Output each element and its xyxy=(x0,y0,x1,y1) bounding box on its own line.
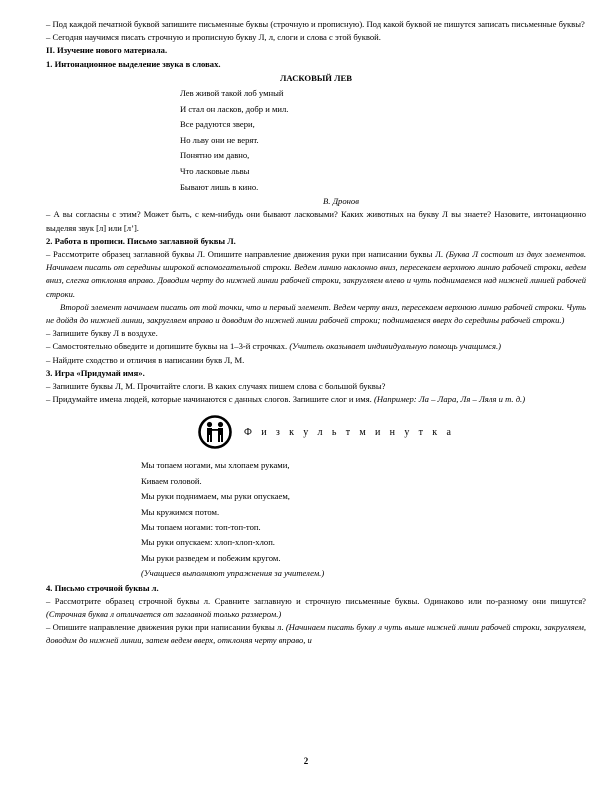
paragraph: Второй элемент начинаем писать от той точки, что и первый элемент. Ведем черту вниз, пересекаем верхнюю линию рабочей строки. Чуть не дойдя до нижней линии, закругляем вправо и доводим до нижней линии рабочей строки; поднимаемся вверх до середины рабочей строки.) xyxy=(46,301,586,325)
paragraph: – Сегодня научимся писать строчную и прописную букву Л, л, слоги и слова с этой буквой. xyxy=(46,32,381,43)
poem-line: Лев живой такой лоб умный xyxy=(180,88,284,99)
text-run: – Рассмотрите образец строчной буквы л. Сравните заглавную и строчную письменные буквы. Одинаково или по-разному они пишутся? xyxy=(46,595,586,606)
text-run: – Самостоятельно обведите и допишите буквы на 1–3-й строчках. xyxy=(46,341,288,352)
exercise-poem xyxy=(141,458,586,581)
two-people-icon xyxy=(198,415,232,449)
poem-line: Понятно им давно, xyxy=(180,150,250,161)
section-heading: II. Изучение нового материала. xyxy=(46,45,168,56)
fizkultminutka-header xyxy=(198,415,586,449)
paragraph xyxy=(46,340,586,353)
italic-text-run: (Учитель оказывает индивидуальную помощь учащимся.) xyxy=(289,341,501,352)
italic-text-run: (Например: Ла – Лара, Ля – Ляля и т. д.) xyxy=(373,394,526,405)
paragraph xyxy=(46,621,586,647)
subsection-heading: 4. Письмо строчной буквы л. xyxy=(46,582,159,593)
fizkultminutka-label: Ф и з к у л ь т м и н у т к а xyxy=(244,426,455,438)
poem-line: Мы руки опускаем: хлоп-хлоп-хлоп. xyxy=(141,537,275,548)
poem-line: Мы топаем ногами: топ-топ-топ. xyxy=(141,522,261,533)
italic-text-run: (Строчная буква л отличается от заглавной только размером.) xyxy=(46,609,282,620)
poem-line: Мы руки поднимаем, мы руки опускаем, xyxy=(141,491,290,502)
paragraph xyxy=(46,595,586,621)
poem-note: (Учащиеся выполняют упражнения за учителем.) xyxy=(141,568,325,579)
italic-text-run: (Начинаем писать букву л чуть выше нижней линии рабочей строки, закругляем, доводим до нижней линии, затем ведем вверх, отклоняя черту вправо, и xyxy=(46,622,586,646)
subsection-heading: 2. Работа в прописи. Письмо заглавной буквы Л. xyxy=(46,235,236,246)
poem-line: Киваем головой. xyxy=(141,475,202,486)
document-page xyxy=(46,18,586,648)
subsection-heading: 3. Игра «Придумай имя». xyxy=(46,367,145,378)
paragraph: – А вы согласны с этим? Может быть, с кем-нибудь они бывают ласковыми? Каких животных на букву Л вы знаете? Назовите, интонационно выделяя звук [л] или [л’]. xyxy=(46,209,586,233)
paragraph xyxy=(46,393,586,406)
page-number: 2 xyxy=(303,756,309,766)
poem-line: И стал он ласков, добр и мил. xyxy=(180,103,289,114)
text-run: – Опишите направление движения руки при написании буквы л. xyxy=(46,622,284,633)
paragraph: – Запишите буквы Л, М. Прочитайте слоги. В каких случаях пишем слова с большой буквы? xyxy=(46,381,386,392)
text-run: – Рассмотрите образец заглавной буквы Л. Опишите направление движения руки при написании буквы Л. xyxy=(46,248,444,259)
poem-line: Но льву они не верят. xyxy=(180,134,259,145)
poem-line: Мы руки разведем и побежим кругом. xyxy=(141,552,281,563)
paragraph: – Найдите сходство и отличия в написании букв Л, М. xyxy=(46,354,245,365)
paragraph: – Запишите букву Л в воздухе. xyxy=(46,328,158,339)
paragraph xyxy=(46,248,586,301)
subsection-heading: 1. Интонационное выделение звука в словах. xyxy=(46,58,221,69)
poem-author: В. Дронов xyxy=(323,196,359,207)
poem xyxy=(180,86,586,195)
text-run: – Придумайте имена людей, которые начинаются с данных слогов. Запишите слог и имя. xyxy=(46,394,372,405)
poem-title: ЛАСКОВЫЙ ЛЕВ xyxy=(280,72,352,83)
paragraph: – Под каждой печатной буквой запишите письменные буквы (строчную и прописную). Под какой буквой не пишутся записать письменные буквы? xyxy=(46,19,585,29)
poem-line: Все радуются звери, xyxy=(180,119,255,130)
poem-line: Мы кружимся потом. xyxy=(141,506,220,517)
italic-text-run: (Буква Л состоит из двух элементов. Начинаем писать от середины широкой вспомогательной строки. Ведем линию наклонно вниз, пересекаем верхнюю линию рабочей строки, ведем вниз, слегка отклоняя вправо. Доводим черту до нижней линии рабочей строки, закругляем влево и чуть поднимаемся над нижней линией рабочей строки. xyxy=(46,248,587,299)
poem-line: Что ласковые львы xyxy=(180,165,250,176)
poem-line: Мы топаем ногами, мы хлопаем руками, xyxy=(141,460,290,471)
poem-line: Бывают лишь в кино. xyxy=(180,181,259,192)
